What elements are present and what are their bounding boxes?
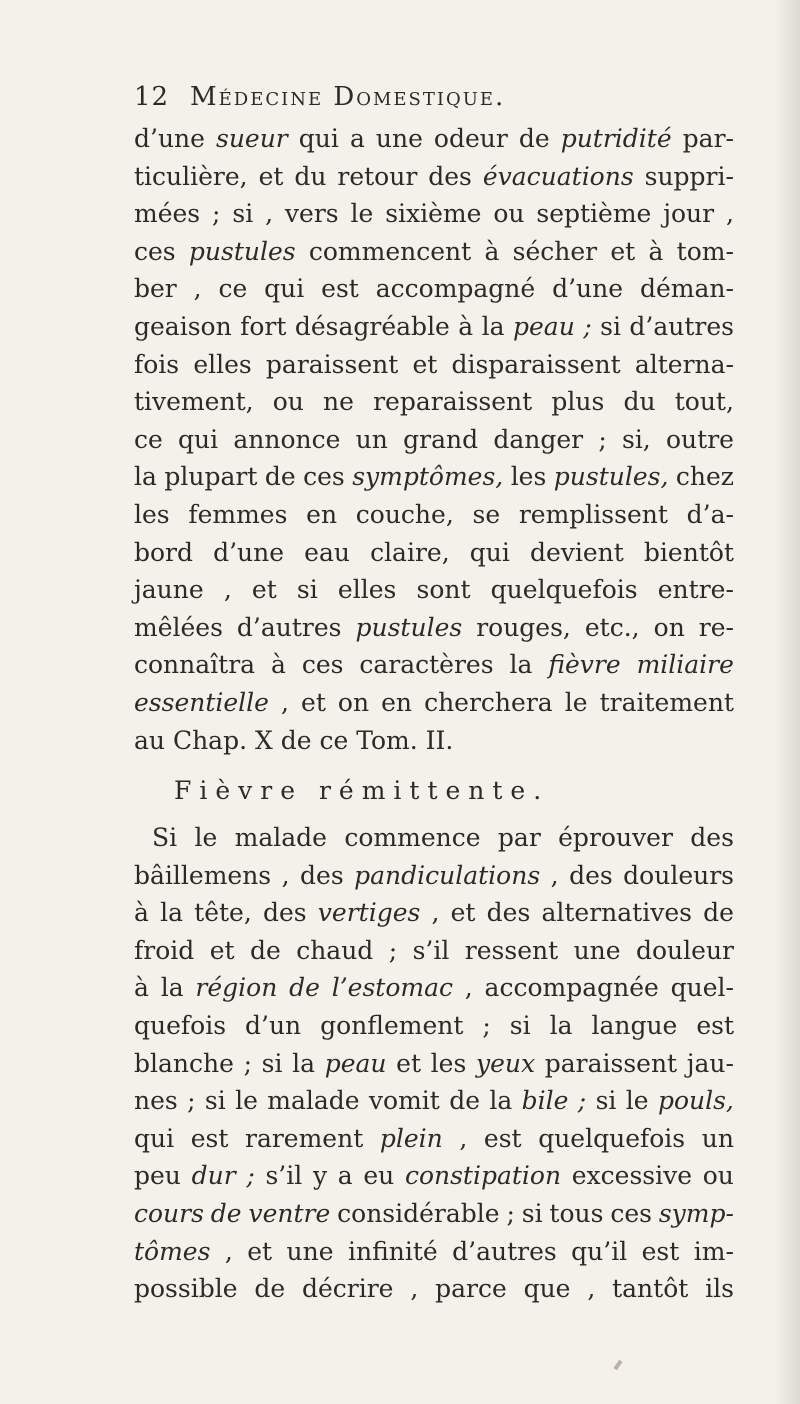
text-word: et: [610, 236, 636, 266]
text-word: d’autres: [629, 311, 734, 341]
text-word: qui: [469, 537, 510, 567]
text-line: [134, 1270, 734, 1308]
text-word: tom-: [676, 236, 734, 266]
text-word: ber: [134, 274, 177, 304]
italic-term: pustules: [188, 236, 296, 266]
text-word: ;: [388, 935, 398, 965]
text-word: grand: [403, 424, 479, 454]
text-word: chaud: [296, 935, 374, 965]
text-word: im-: [693, 1236, 734, 1266]
text-word: suppri-: [644, 161, 734, 191]
text-word: à: [134, 973, 149, 1003]
text-word: geaison: [134, 311, 232, 341]
text-word: paraissent: [544, 1048, 678, 1078]
text-word: jaune: [134, 575, 204, 605]
italic-term: yeux: [475, 1048, 536, 1078]
text-word: peu: [134, 1161, 181, 1191]
text-word: si: [204, 1086, 226, 1116]
text-word: ,: [459, 1123, 468, 1153]
text-word: tivement,: [134, 387, 254, 417]
text-word: ce: [134, 424, 163, 454]
text-word: qui: [134, 1123, 175, 1153]
text-word: on: [653, 612, 685, 642]
text-word: elles: [193, 349, 252, 379]
text-word: alternatives: [541, 898, 692, 928]
text-word: malade: [267, 1086, 360, 1116]
text-word: par: [497, 823, 541, 853]
italic-term: pustules: [355, 612, 463, 642]
text-word: en: [381, 687, 413, 717]
text-word: infinité: [347, 1236, 438, 1266]
text-line: [134, 1082, 734, 1120]
text-word: ticulière,: [134, 161, 248, 191]
text-word: est: [321, 274, 359, 304]
text-line: [134, 1195, 734, 1233]
text-line: [134, 383, 734, 421]
text-word: ,: [464, 973, 473, 1003]
text-word: entre-: [657, 575, 734, 605]
text-word: est: [641, 1236, 680, 1266]
text-word: si: [261, 1048, 283, 1078]
text-word: est: [696, 1011, 734, 1041]
text-word: ;: [187, 1086, 196, 1116]
text-line: [134, 346, 734, 384]
text-word: quefois: [134, 1011, 227, 1041]
italic-term: essentielle: [134, 687, 269, 717]
page-header: [134, 82, 694, 116]
text-word: ,: [223, 575, 232, 605]
text-word: reparaissent: [373, 387, 533, 417]
text-word: ,: [550, 860, 559, 890]
text-word: couche,: [355, 499, 454, 529]
text-word: le: [564, 687, 588, 717]
text-word: nes: [134, 1086, 178, 1116]
text-line: [134, 857, 734, 895]
text-word: ils: [705, 1274, 734, 1304]
text-word: si: [521, 1199, 543, 1229]
text-word: ne: [323, 387, 354, 417]
paragraph-1: [134, 120, 734, 759]
text-line: [134, 458, 734, 496]
italic-term: évacuations: [482, 161, 634, 191]
text-word: ,: [281, 860, 290, 890]
text-word: une: [573, 935, 621, 965]
text-word: vomit: [368, 1086, 440, 1116]
text-word: ces: [134, 236, 176, 266]
text-line: [134, 684, 734, 722]
italic-term: région: [195, 973, 278, 1003]
italic-term: ventre: [248, 1199, 331, 1229]
page-edge-shadow: [774, 0, 800, 1404]
text-word: le: [194, 823, 218, 853]
text-word: de: [449, 1086, 481, 1116]
text-word: ressent: [464, 935, 559, 965]
text-word: de: [264, 462, 296, 492]
text-line: [134, 308, 734, 346]
text-word: ces: [610, 1199, 652, 1229]
text-word: et: [301, 687, 326, 717]
text-word: et: [251, 575, 277, 605]
text-body: [134, 120, 734, 1308]
text-word: à: [484, 236, 500, 266]
italic-term: miliaire: [636, 650, 734, 680]
text-word: tantôt: [612, 1274, 689, 1304]
text-word: cherchera: [424, 687, 553, 717]
text-word: tête,: [194, 898, 252, 928]
text-word: remplissent: [518, 499, 668, 529]
text-word: les: [134, 499, 170, 529]
section-title: Fièvre rémittente.: [174, 776, 550, 806]
text-line: [134, 1007, 734, 1045]
text-word: les: [510, 462, 547, 492]
text-word: sont: [416, 575, 471, 605]
text-word: jour: [663, 199, 715, 229]
text-word: femmes: [188, 499, 288, 529]
text-word: ;: [482, 1011, 491, 1041]
text-word: est: [190, 1123, 229, 1153]
text-word: ,: [281, 687, 289, 717]
text-word: une: [286, 1236, 334, 1266]
text-word: à: [270, 650, 286, 680]
text-word: ,: [725, 199, 734, 229]
text-word: le: [235, 1086, 258, 1116]
text-line: [134, 158, 734, 196]
text-word: d’une: [552, 274, 624, 304]
text-line: [134, 496, 734, 534]
text-word: froid: [134, 935, 195, 965]
text-word: ,: [431, 898, 440, 928]
text-word: mêlées: [134, 612, 223, 642]
text-word: des: [428, 161, 472, 191]
text-word: d’a-: [686, 499, 734, 529]
text-word: ce: [218, 274, 248, 304]
text-word: à: [134, 898, 149, 928]
text-line: [134, 609, 734, 647]
text-word: ou: [272, 387, 304, 417]
text-word: y: [312, 1161, 328, 1191]
text-word: jau-: [686, 1048, 734, 1078]
text-word: Si: [152, 823, 178, 853]
text-line: [134, 1233, 734, 1271]
text-word: bientôt: [643, 537, 734, 567]
text-word: plus: [551, 387, 605, 417]
text-line: [134, 233, 734, 271]
italic-term: l’estomac: [331, 973, 453, 1003]
italic-term: symptômes,: [352, 462, 504, 492]
text-word: ,: [193, 274, 202, 304]
text-word: traitement: [599, 687, 734, 717]
text-word: et: [209, 935, 235, 965]
text-word: commencent: [308, 236, 472, 266]
text-word: s’il: [412, 935, 450, 965]
text-word: et: [450, 898, 476, 928]
text-word: sixième: [385, 199, 482, 229]
text-word: disparaissent: [451, 349, 621, 379]
text-word: parce: [435, 1274, 507, 1304]
text-line: [134, 120, 734, 158]
text-word: devient: [529, 537, 624, 567]
text-word: et: [412, 349, 438, 379]
text-word: et: [258, 161, 284, 191]
text-word: ,: [224, 1236, 233, 1266]
text-line: [134, 1157, 734, 1195]
text-word: d’une: [134, 124, 205, 153]
text-word: d’un: [245, 1011, 302, 1041]
text-word: commence: [344, 823, 481, 853]
text-word: connaîtra: [134, 650, 256, 680]
text-word: si: [509, 1011, 531, 1041]
text-word: danger: [493, 424, 584, 454]
text-word: si,: [621, 424, 651, 454]
text-word: qu’il: [571, 1236, 628, 1266]
text-word: la: [509, 650, 533, 680]
italic-term: peau: [512, 311, 575, 341]
text-line: [134, 571, 734, 609]
text-word: est: [483, 1123, 522, 1153]
text-word: et: [247, 1236, 273, 1266]
text-word: qui: [298, 124, 339, 153]
text-word: elles: [337, 575, 397, 605]
text-word: rouges,: [476, 612, 571, 642]
italic-term: pandiculations: [354, 860, 541, 890]
text-word: chez: [675, 462, 734, 492]
text-word: annonce: [233, 424, 341, 454]
text-word: plupart: [164, 462, 258, 492]
text-word: en: [306, 499, 338, 529]
text-word: ;: [506, 1199, 515, 1229]
text-word: malade: [234, 823, 327, 853]
text-word: à: [648, 236, 664, 266]
text-word: déman-: [639, 274, 734, 304]
text-word: qui: [178, 424, 219, 454]
text-word: etc.,: [584, 612, 640, 642]
text-word: tout,: [674, 387, 734, 417]
text-word: ou: [702, 1161, 734, 1191]
italic-term: ;: [583, 311, 592, 341]
text-word: un: [701, 1123, 734, 1153]
text-word: sécher: [512, 236, 598, 266]
text-word: s’il: [265, 1161, 303, 1191]
paragraph-2: [134, 819, 734, 1308]
text-line: [134, 722, 734, 760]
text-word: décrire: [301, 1274, 394, 1304]
text-line: [134, 421, 734, 459]
italic-term: dur: [191, 1161, 236, 1191]
text-word: de: [254, 1274, 286, 1304]
text-word: considérable: [337, 1199, 500, 1229]
text-word: ;: [243, 1048, 252, 1078]
text-line: [134, 1045, 734, 1083]
text-word: septième: [536, 199, 652, 229]
italic-term: de: [289, 973, 320, 1003]
text-word: désagréable: [294, 311, 450, 341]
text-word: quel-: [670, 973, 734, 1003]
text-word: bâillemens: [134, 860, 272, 890]
text-word: un: [355, 424, 388, 454]
italic-term: tômes: [134, 1236, 211, 1266]
text-word: à: [458, 311, 474, 341]
text-line: [134, 270, 734, 308]
text-word: et: [396, 1048, 422, 1078]
text-word: langue: [591, 1011, 678, 1041]
italic-term: pustules,: [553, 462, 669, 492]
text-word: fois: [134, 349, 180, 379]
text-line: [134, 646, 734, 684]
text-word: vers: [284, 199, 339, 229]
text-word: douleurs: [623, 860, 734, 890]
text-word: la: [292, 1048, 316, 1078]
italic-term: ;: [246, 1161, 255, 1191]
text-word: accompagné: [375, 274, 536, 304]
italic-term: de: [210, 1199, 242, 1229]
text-word: si: [600, 311, 621, 341]
italic-term: symp-: [658, 1199, 734, 1229]
text-word: si: [296, 575, 318, 605]
text-word: outre: [666, 424, 734, 454]
text-word: d’une: [213, 537, 285, 567]
text-word: gonflement: [320, 1011, 464, 1041]
text-word: du: [623, 387, 656, 417]
text-word: ,: [410, 1274, 419, 1304]
text-word: ;: [598, 424, 607, 454]
text-word: le: [625, 1086, 649, 1116]
running-head: Médecine Domestique.: [190, 82, 506, 112]
text-word: ces: [301, 650, 344, 680]
text-word: de: [703, 898, 734, 928]
page-number: 12: [134, 82, 170, 112]
text-word: la: [489, 1086, 513, 1116]
text-word: alterna-: [634, 349, 734, 379]
paper-speck: [613, 1360, 622, 1370]
italic-term: peau: [324, 1048, 387, 1078]
text-word: la: [160, 898, 183, 928]
text-word: la: [134, 462, 157, 492]
text-word: claire,: [370, 537, 450, 567]
text-word: quelquefois: [538, 1123, 686, 1153]
text-word: de: [249, 935, 281, 965]
text-line: [134, 1120, 734, 1158]
text-word: la: [549, 1011, 573, 1041]
text-word: si: [595, 1086, 617, 1116]
text-word: les: [430, 1048, 467, 1078]
text-word: du: [294, 161, 327, 191]
text-word: excessive: [571, 1161, 693, 1191]
text-word: bord: [134, 537, 194, 567]
text-word: qui: [264, 274, 305, 304]
text-line: [134, 969, 734, 1007]
text-word: la: [481, 311, 505, 341]
text-word: si: [232, 199, 254, 229]
text-word: des: [486, 898, 531, 928]
italic-term: sueur: [215, 124, 288, 153]
text-line: [134, 534, 734, 572]
text-word: re-: [698, 612, 734, 642]
text-word: retour: [337, 161, 418, 191]
text-word: que: [523, 1274, 571, 1304]
text-word: des: [690, 823, 734, 853]
text-word: une: [375, 124, 423, 153]
italic-term: ;: [577, 1086, 587, 1116]
text-line: [134, 894, 734, 932]
text-line: [134, 195, 734, 233]
text-word: rarement: [245, 1123, 364, 1153]
text-word: ces: [303, 462, 345, 492]
text-word: quelquefois: [490, 575, 638, 605]
text-word: ou: [493, 199, 525, 229]
text-word: de: [518, 124, 550, 153]
text-word: a: [349, 124, 365, 153]
italic-term: vertiges: [317, 898, 421, 928]
text-word: ,: [587, 1274, 596, 1304]
text-word: accompagnée: [484, 973, 659, 1003]
text-line: [134, 819, 734, 857]
text-word: des: [569, 860, 613, 890]
text-word: éprouver: [558, 823, 673, 853]
text-word: odeur: [433, 124, 508, 153]
text-word: douleur: [636, 935, 734, 965]
italic-term: cours: [134, 1199, 204, 1229]
text-run: au Chap. X de ce Tom. II.: [134, 725, 454, 755]
text-word: possible: [134, 1274, 238, 1304]
text-word: paraissent: [265, 349, 399, 379]
text-word: se: [472, 499, 501, 529]
text-word: d’autres: [452, 1236, 557, 1266]
text-word: la: [160, 973, 184, 1003]
text-word: tous: [549, 1199, 604, 1229]
text-word: par-: [682, 124, 734, 153]
italic-term: bile: [521, 1086, 569, 1116]
italic-term: plein: [379, 1123, 443, 1153]
italic-term: constipation: [404, 1161, 562, 1191]
italic-term: putridité: [560, 124, 672, 153]
text-word: mées: [134, 199, 201, 229]
text-word: blanche: [134, 1048, 234, 1078]
text-word: le: [350, 199, 374, 229]
text-word: on: [337, 687, 370, 717]
text-word: a: [337, 1161, 353, 1191]
text-word: des: [262, 898, 307, 928]
text-word: eu: [363, 1161, 395, 1191]
text-line: [134, 932, 734, 970]
italic-term: fièvre: [548, 650, 621, 680]
italic-term: pouls,: [657, 1086, 734, 1116]
text-word: caractères: [359, 650, 494, 680]
text-word: eau: [304, 537, 350, 567]
text-word: ;: [212, 199, 221, 229]
text-word: ,: [265, 199, 274, 229]
text-word: des: [300, 860, 344, 890]
text-word: fort: [240, 311, 287, 341]
text-word: d’autres: [236, 612, 342, 642]
